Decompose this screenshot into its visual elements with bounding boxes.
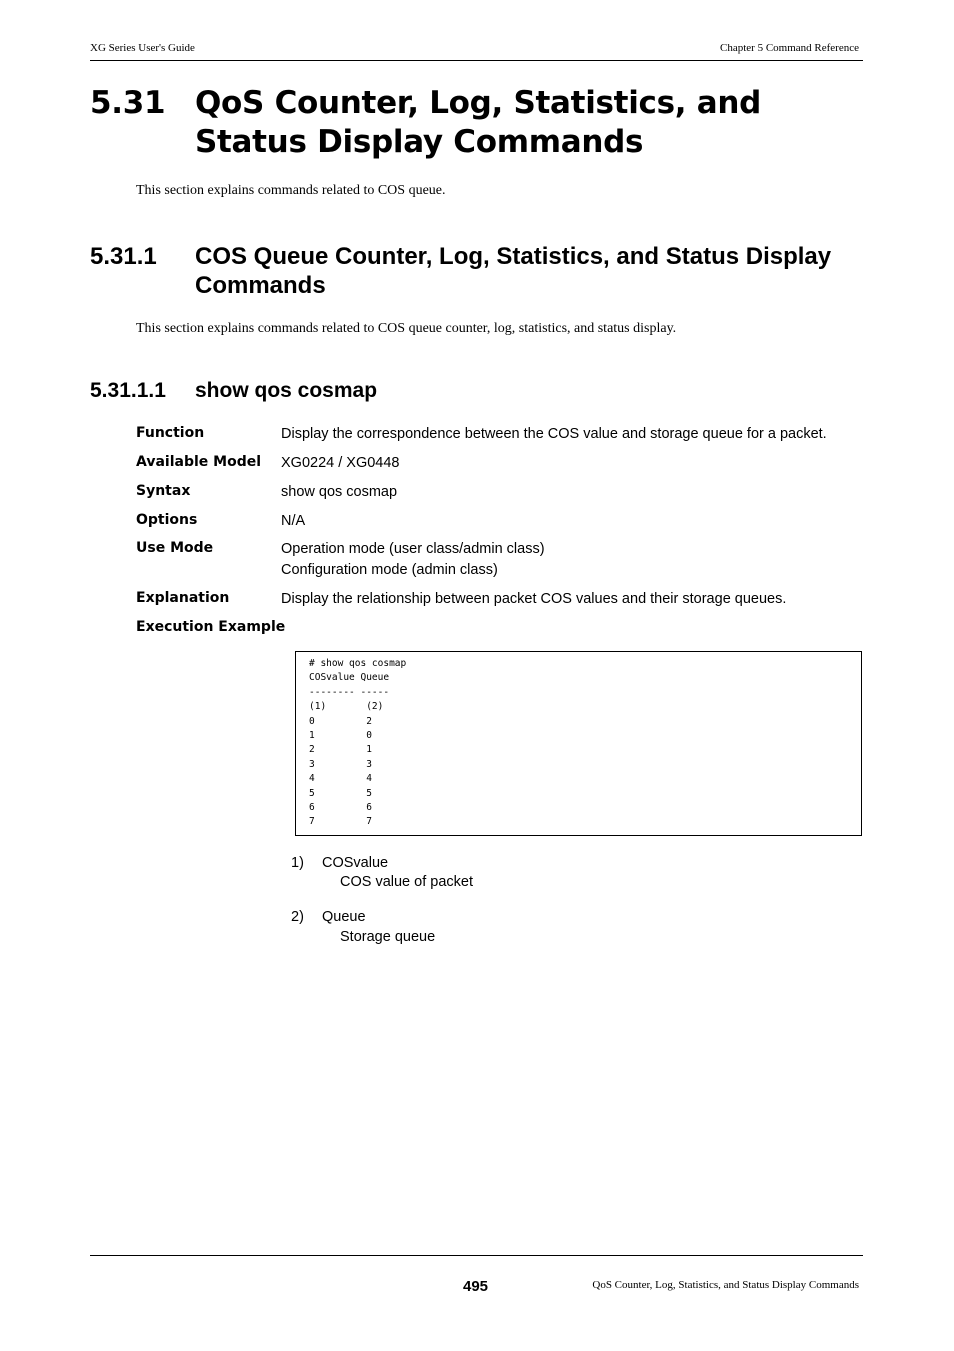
page-header xyxy=(90,40,863,61)
code-line: COSvalue Queue xyxy=(309,672,390,684)
footer-section-title: QoS Counter, Log, Statistics, and Status Display Commands xyxy=(592,1279,859,1291)
header-chapter: Chapter 5 Command Reference xyxy=(720,42,859,54)
explanation-value: Display the relationship between packet COS values and their storage queues. xyxy=(281,591,787,607)
page-number: 495 xyxy=(463,1278,489,1295)
model-value: XG0224 / XG0448 xyxy=(281,455,400,471)
code-line: 4 4 xyxy=(309,773,372,785)
legend-term-1: COSvalue xyxy=(322,855,389,871)
code-line: # show qos cosmap xyxy=(309,658,407,669)
syntax-label: Syntax xyxy=(136,483,191,499)
section-intro: This section explains commands related to COS queue. xyxy=(136,183,446,198)
model-label: Available Model xyxy=(136,454,262,470)
code-line: 0 2 xyxy=(309,715,372,727)
usemode-value-2: Configuration mode (admin class) xyxy=(281,562,498,578)
legend-desc-2: Storage queue xyxy=(340,929,436,945)
usemode-label: Use Mode xyxy=(136,540,214,556)
legend-number-2: 2) xyxy=(291,909,304,925)
subsection-intro: This section explains commands related to COS queue counter, log, statistics, and status display. xyxy=(136,321,677,336)
example-label: Execution Example xyxy=(136,619,286,635)
function-value: Display the correspondence between the COS value and storage queue for a packet. xyxy=(281,426,827,442)
command-number: 5.31.1.1 xyxy=(90,379,166,402)
code-line: (1) (2) xyxy=(309,701,384,713)
code-line: 5 5 xyxy=(309,787,372,799)
command-title: show qos cosmap xyxy=(195,379,378,402)
code-line: -------- ----- xyxy=(309,686,390,698)
syntax-value: show qos cosmap xyxy=(281,484,398,500)
legend-desc-1: COS value of packet xyxy=(340,874,473,890)
page-footer xyxy=(90,1255,863,1295)
legend-number-1: 1) xyxy=(291,855,304,871)
code-line: 2 1 xyxy=(309,744,372,756)
legend-term-2: Queue xyxy=(322,909,366,925)
execution-example-box xyxy=(295,651,862,836)
subsection-number: 5.31.1 xyxy=(90,243,157,270)
explanation-label: Explanation xyxy=(136,590,230,606)
options-value: N/A xyxy=(281,513,306,529)
header-doc-title: XG Series User's Guide xyxy=(90,42,195,54)
section-number: 5.31 xyxy=(90,85,166,121)
section-title: QoS Counter, Log, Statistics, and Status Display Commands xyxy=(195,85,761,160)
subsection-title: COS Queue Counter, Log, Statistics, and Status Display Commands xyxy=(195,243,832,299)
code-line: 3 3 xyxy=(309,758,372,770)
code-line: 1 0 xyxy=(309,729,372,741)
code-line: 6 6 xyxy=(309,801,372,813)
function-label: Function xyxy=(136,425,205,441)
options-label: Options xyxy=(136,512,198,528)
code-line: 7 7 xyxy=(309,816,372,828)
usemode-value-1: Operation mode (user class/admin class) xyxy=(281,541,545,557)
